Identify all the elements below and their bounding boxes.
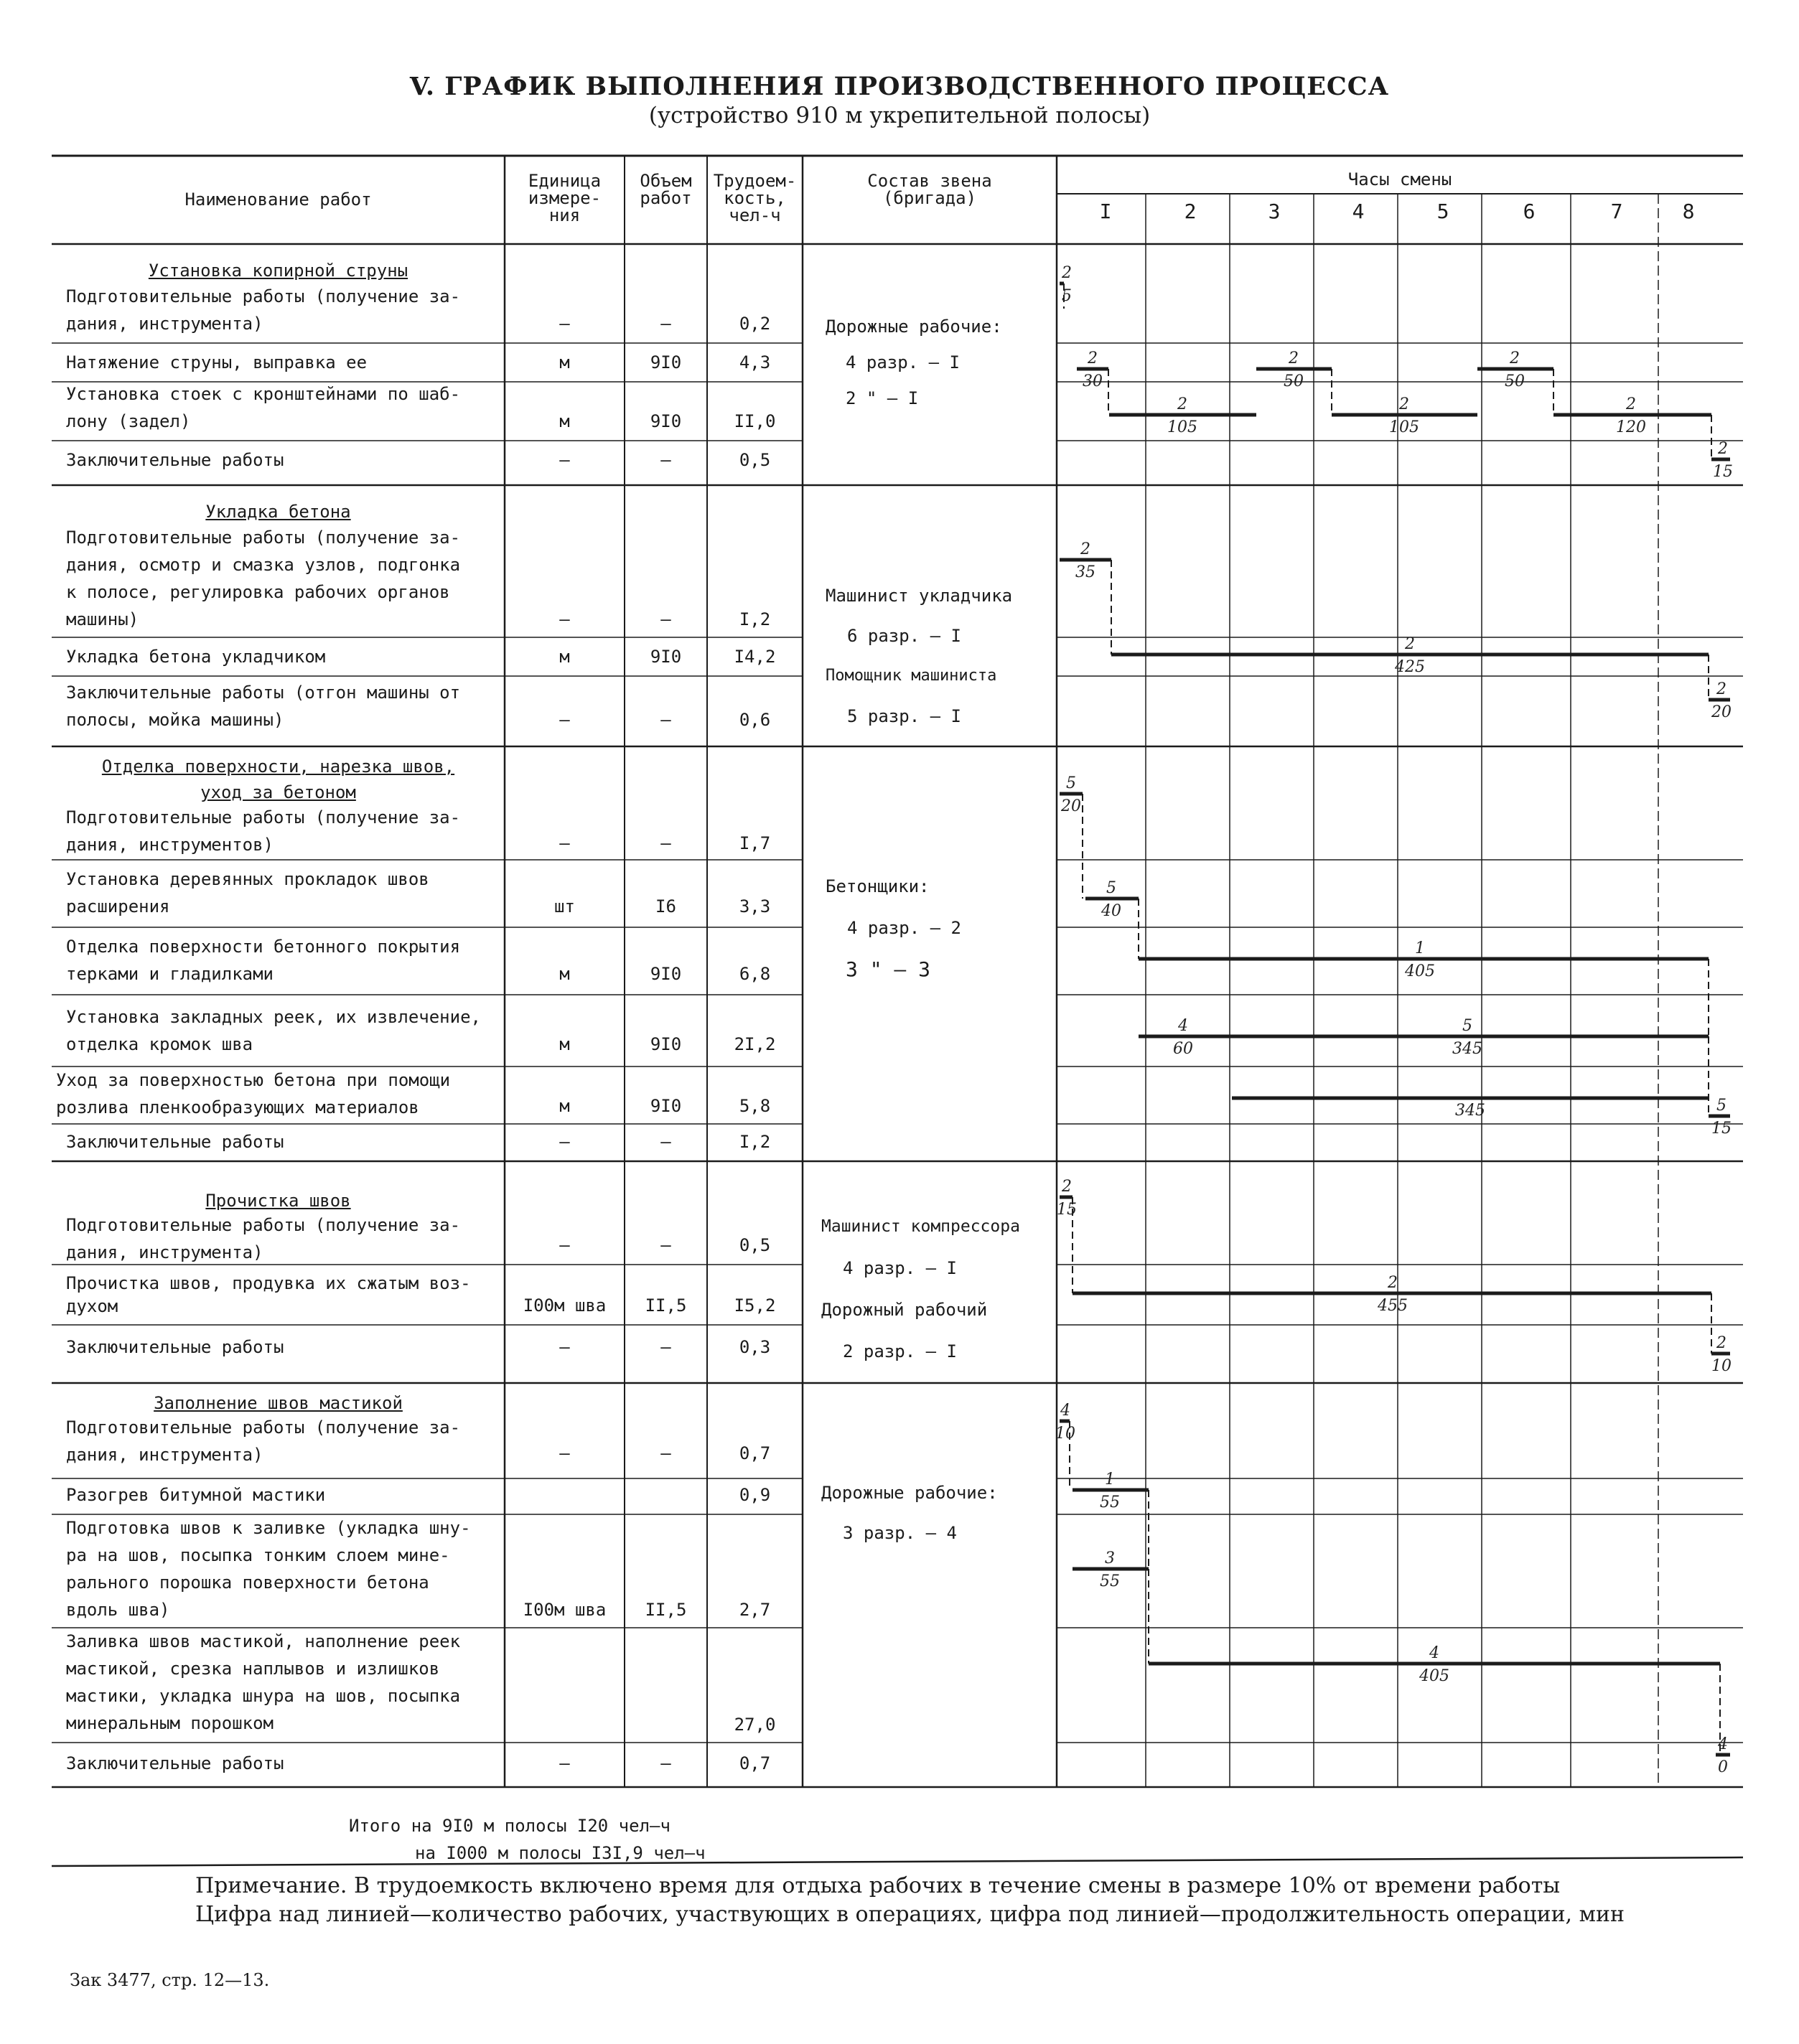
row-labor: 3,3 (739, 896, 771, 916)
gantt-minutes-label: 20 (1711, 703, 1732, 721)
row-volume: – (660, 1753, 671, 1773)
gantt-minutes-label: 10 (1711, 1357, 1732, 1375)
row-unit: I00м шва (523, 1600, 607, 1620)
gantt-workers-label: 4 (1718, 1735, 1728, 1753)
row-volume: – (660, 314, 671, 334)
gantt-minutes-label: 10 (1055, 1425, 1075, 1443)
gantt-minutes-label: 455 (1378, 1297, 1408, 1315)
row-unit: м (559, 1034, 570, 1054)
note-line-1: Примечание. В трудоемкость включено время для отдыха рабочих в течение смены в размере 10% от времени работы (195, 1873, 1561, 1898)
row-volume: II,5 (645, 1295, 687, 1316)
row-volume: – (660, 833, 671, 853)
row-volume: 9I0 (650, 352, 682, 372)
gantt-chart (1055, 264, 1733, 1776)
gantt-workers-label: 2 (1062, 264, 1072, 282)
row-labor: 0,9 (739, 1485, 771, 1505)
row-unit: I00м шва (523, 1295, 607, 1316)
row-unit: – (559, 1337, 570, 1357)
row-labor: I,2 (739, 609, 771, 629)
gantt-minutes-label: 0 (1718, 1758, 1728, 1776)
row-name: Подготовка швов к заливке (укладка шну- ра на шов, посыпка тонким слоем мине- рального порошка поверхности бетона вдоль шва) (66, 1518, 471, 1620)
section-title: Заполнение швов мастикой (154, 1393, 403, 1413)
gantt-minutes-label: 120 (1616, 418, 1646, 436)
gantt-minutes-label: 55 (1100, 1572, 1120, 1590)
header-crew: Состав звена (бригада) (867, 171, 992, 208)
gantt-workers-label: 1 (1415, 939, 1425, 957)
gantt-workers-label: 5 (1066, 774, 1076, 792)
gantt-minutes-label: 40 (1101, 902, 1121, 920)
total-910: Итого на 9I0 м полосы I20 чел–ч (349, 1816, 670, 1836)
row-labor: 0,6 (739, 710, 771, 730)
row-unit: м (559, 411, 570, 431)
row-labor: 0,7 (739, 1753, 771, 1773)
gantt-minutes-label: 5 (1062, 287, 1072, 305)
hour-3: 3 (1268, 200, 1281, 223)
gantt-workers-label: 5 (1462, 1017, 1472, 1035)
row-volume: 9I0 (650, 964, 682, 984)
row-volume: – (660, 1132, 671, 1152)
gantt-minutes-label: 425 (1395, 658, 1425, 676)
row-volume: – (660, 1235, 671, 1255)
row-name: Подготовительные работы (получение за- дания, инструмента) (66, 286, 461, 334)
header-unit: Единица измере- ния (528, 171, 602, 225)
note-line-2: Цифра над линией—количество рабочих, участвующих в операциях, цифра под линией—продолжительность операции, мин (195, 1902, 1625, 1927)
crew-cell: Машинист компрессора 4 разр. – I Дорожный рабочий 2 разр. – I (821, 1217, 1020, 1361)
gantt-minutes-label: 55 (1100, 1494, 1120, 1511)
row-labor: 0,5 (739, 1235, 771, 1255)
gantt-workers-label: 2 (1405, 635, 1415, 653)
row-name: Подготовительные работы (получение за- дания, осмотр и смазка узлов, подгонка к полосе, регулировка рабочих органов машины) (66, 528, 461, 629)
page-subtitle: (устройство 910 м укрепительной полосы) (648, 103, 1151, 128)
row-name: Заключительные работы (66, 1132, 284, 1152)
row-unit: шт (554, 896, 575, 916)
row-name: Отделка поверхности бетонного покрытия терками и гладилками (66, 937, 461, 984)
hour-8: 8 (1682, 200, 1695, 223)
row-volume: 9I0 (650, 647, 682, 667)
row-labor: 0,5 (739, 450, 771, 470)
gantt-workers-label: 4 (1060, 1402, 1070, 1420)
gantt-minutes-label: 345 (1455, 1102, 1485, 1120)
row-name: Установка деревянных прокладок швов расширения (66, 869, 429, 916)
hour-4: 4 (1352, 200, 1365, 223)
row-unit: – (559, 450, 570, 470)
row-labor: I,2 (739, 1132, 771, 1152)
gantt-minutes-label: 50 (1284, 372, 1304, 390)
row-labor: I4,2 (734, 647, 776, 667)
gantt-workers-label: 2 (1626, 395, 1636, 413)
crew-cell: Бетонщики: 4 разр. – 2 3 " – 3 (826, 876, 961, 981)
gantt-minutes-label: 35 (1075, 563, 1095, 581)
row-labor: 6,8 (739, 964, 771, 984)
row-labor: 0,2 (739, 314, 771, 334)
gantt-workers-label: 2 (1289, 350, 1299, 367)
gantt-workers-label: 2 (1080, 540, 1090, 558)
gantt-workers-label: 4 (1178, 1017, 1188, 1035)
row-unit: – (559, 833, 570, 853)
header-name: Наименование работ (184, 189, 372, 210)
header-labor: Трудоем- кость, чел-ч (713, 171, 797, 225)
row-labor: II,0 (734, 411, 776, 431)
gantt-workers-label: 2 (1388, 1274, 1398, 1292)
row-volume: 9I0 (650, 1034, 682, 1054)
row-unit: м (559, 964, 570, 984)
row-labor: I5,2 (734, 1295, 776, 1316)
gantt-minutes-label: 15 (1711, 1120, 1732, 1138)
row-name: Разогрев битумной мастики (66, 1485, 326, 1505)
row-unit: – (559, 1132, 570, 1152)
gantt-workers-label: 5 (1106, 879, 1116, 897)
gantt-workers-label: 2 (1718, 440, 1728, 458)
row-volume: 9I0 (650, 411, 682, 431)
row-labor: I,7 (739, 833, 771, 853)
row-name: Укладка бетона укладчиком (66, 647, 326, 667)
gantt-minutes-label: 405 (1405, 962, 1435, 980)
hour-1: I (1099, 200, 1112, 223)
row-name: Подготовительные работы (получение за- дания, инструмента) (66, 1215, 461, 1262)
hour-6: 6 (1523, 200, 1536, 223)
row-labor: 0,3 (739, 1337, 771, 1357)
row-labor: 4,3 (739, 352, 771, 372)
gantt-workers-label: 4 (1429, 1644, 1439, 1662)
row-name: Заключительные работы (отгон машины от полосы, мойка машины) (66, 683, 461, 730)
gantt-minutes-label: 105 (1167, 418, 1197, 436)
gantt-minutes-label: 405 (1419, 1667, 1449, 1685)
row-name: Подготовительные работы (получение за- дания, инструментов) (66, 807, 461, 855)
gantt-minutes-label: 15 (1057, 1201, 1077, 1219)
gantt-workers-label: 2 (1399, 395, 1409, 413)
gantt-workers-label: 2 (1088, 350, 1098, 367)
gantt-workers-label: 5 (1716, 1097, 1726, 1115)
gantt-workers-label: 3 (1105, 1550, 1115, 1567)
row-name: Заключительные работы (66, 1337, 284, 1357)
row-volume: 9I0 (650, 1096, 682, 1116)
row-volume: – (660, 450, 671, 470)
row-unit: – (559, 1235, 570, 1255)
crew-cell: Дорожные рабочие: 4 разр. – I 2 " – I (826, 317, 1002, 408)
row-name: Натяжение струны, выправка ее (66, 352, 368, 372)
row-unit: – (559, 314, 570, 334)
section-title: Прочистка швов (205, 1191, 351, 1211)
gantt-workers-label: 1 (1105, 1471, 1115, 1489)
gantt-minutes-label: 50 (1505, 372, 1525, 390)
row-name: Установка закладных реек, их извлечение, отделка кромок шва (66, 1007, 481, 1054)
gantt-workers-label: 2 (1062, 1178, 1072, 1196)
gantt-workers-label: 2 (1510, 350, 1520, 367)
row-labor: 2,7 (739, 1600, 771, 1620)
hour-7: 7 (1610, 200, 1623, 223)
row-name: Подготовительные работы (получение за- дания, инструмента) (66, 1417, 461, 1465)
hour-5: 5 (1436, 200, 1449, 223)
header-hours-title: Часы смены (1347, 169, 1452, 189)
row-unit: – (559, 1443, 570, 1463)
row-unit: – (559, 1753, 570, 1773)
row-name: Прочистка швов, продувка их сжатым воз- духом (66, 1273, 471, 1316)
footer: Зак 3477, стр. 12—13. (70, 1970, 270, 1990)
row-unit: м (559, 647, 570, 667)
gantt-minutes-label: 15 (1713, 463, 1733, 481)
section-title: Отделка поверхности, нарезка швов, уход за бетоном (101, 756, 455, 802)
gantt-minutes-label: 60 (1173, 1040, 1193, 1058)
row-unit: – (559, 609, 570, 629)
gantt-minutes-label: 105 (1389, 418, 1419, 436)
crew-cell: Дорожные рабочие: 3 разр. – 4 (821, 1483, 998, 1543)
section-title: Установка копирной струны (148, 261, 408, 281)
gantt-minutes-label: 20 (1061, 797, 1081, 815)
gantt-minutes-label: 345 (1452, 1040, 1482, 1058)
row-volume: – (660, 609, 671, 629)
row-unit: м (559, 352, 570, 372)
row-volume: I6 (655, 896, 676, 916)
page-title: V. ГРАФИК ВЫПОЛНЕНИЯ ПРОИЗВОДСТВЕННОГО ПРОЦЕССА (409, 72, 1390, 101)
gantt-workers-label: 2 (1716, 1334, 1726, 1352)
row-unit: – (559, 710, 570, 730)
gantt-minutes-label: 30 (1083, 372, 1103, 390)
hour-2: 2 (1184, 200, 1197, 223)
row-labor: 0,7 (739, 1443, 771, 1463)
row-volume: – (660, 1337, 671, 1357)
total-1000: на I000 м полосы I3I,9 чел–ч (415, 1843, 706, 1863)
row-labor: 27,0 (734, 1715, 776, 1735)
row-unit: м (559, 1096, 570, 1116)
row-name: Заливка швов мастикой, наполнение реек мастикой, срезка наплывов и излишков мастики, укладка шнура на шов, посыпка минеральным порошком (66, 1631, 461, 1733)
row-name: Уход за поверхностью бетона при помощи розлива пленкообразующих материалов (56, 1070, 451, 1117)
gantt-workers-label: 2 (1716, 680, 1726, 698)
row-labor: 5,8 (739, 1096, 771, 1116)
gantt-workers-label: 2 (1177, 395, 1187, 413)
row-volume: II,5 (645, 1600, 687, 1620)
row-volume: – (660, 710, 671, 730)
section-title: Укладка бетона (205, 502, 351, 522)
row-volume: – (660, 1443, 671, 1463)
row-name: Установка стоек с кронштейнами по шаб- лону (задел) (66, 384, 461, 431)
row-labor: 2I,2 (734, 1034, 776, 1054)
row-name: Заключительные работы (66, 1753, 284, 1773)
crew-cell: Машинист укладчика 6 разр. – I Помощник машиниста 5 разр. – I (826, 586, 1013, 726)
row-name: Заключительные работы (66, 450, 284, 470)
header-volume: Объем работ (640, 171, 692, 208)
